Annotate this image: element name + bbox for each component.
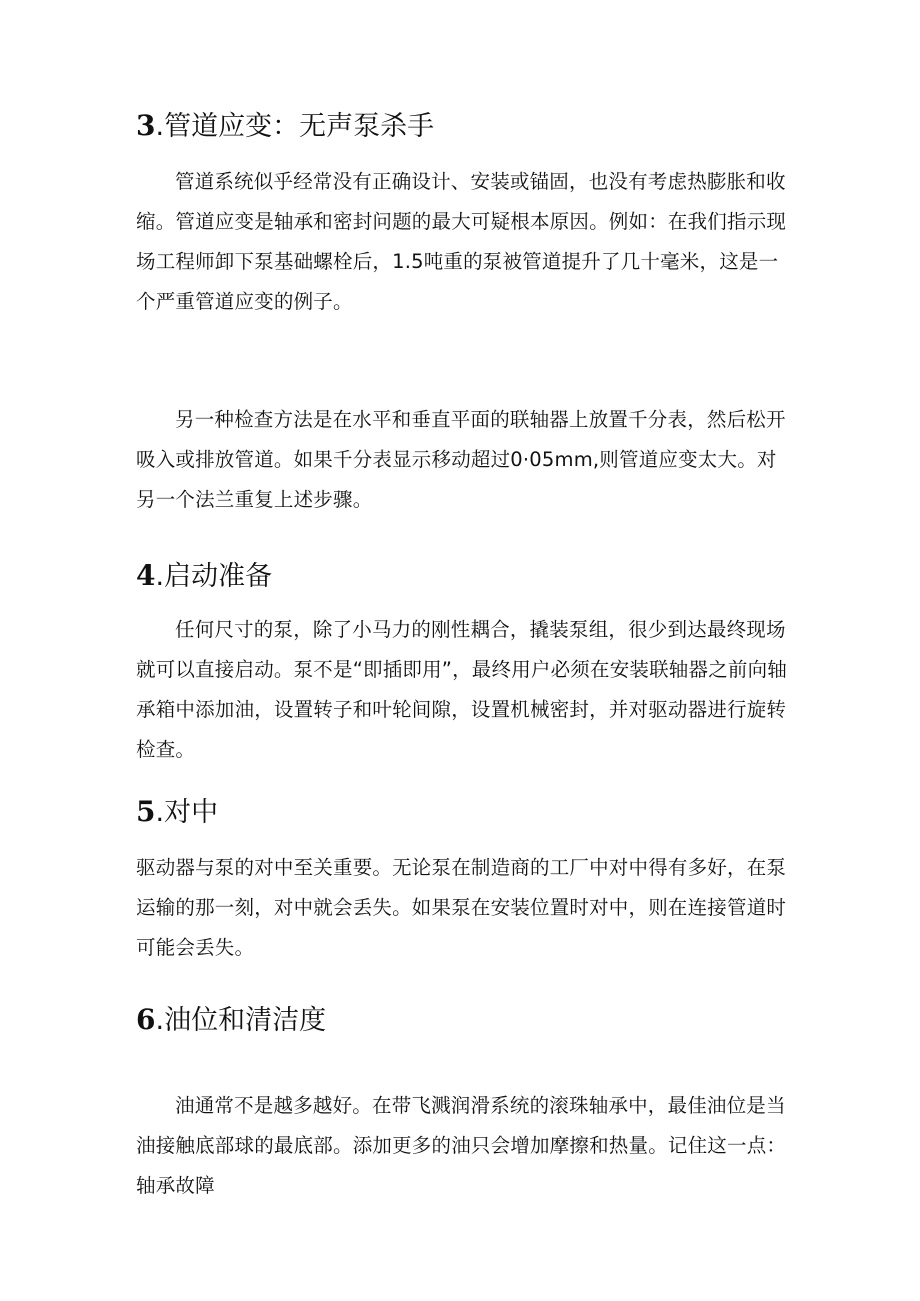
section-number: 6 (136, 1003, 156, 1036)
section-heading-4 (136, 556, 272, 597)
paragraph: 另一种检查方法是在水平和垂直平面的联轴器上放置千分表，然后松开吸入或排放管道。如果千分表显示移动超过0·05mm,则管道应变太大。对另一个法兰重复上述步骤。 (136, 408, 786, 511)
paragraph: 任何尺寸的泵，除了小马力的刚性耦合，撬装泵组，很少到达最终现场就可以直接启动。泵不是“即插即用”，最终用户必须在安装联轴器之前向轴承箱中添加油，设置转子和叶轮间隙，设置机械密封，并对驱动器进行旋转检查。 (136, 618, 788, 761)
section-title: .对中 (155, 797, 219, 828)
section-title: .启动准备 (155, 561, 273, 592)
section-heading-5 (136, 792, 218, 833)
section-title: .油位和清洁度 (155, 1005, 327, 1036)
section-heading-6 (136, 1000, 326, 1041)
paragraph: 油通常不是越多越好。在带飞溅润滑系统的滚珠轴承中，最佳油位是当油接触底部球的最底部。添加更多的油只会增加摩擦和热量。记住这一点：轴承故障 (136, 1094, 787, 1197)
section-number: 4 (136, 559, 156, 592)
section-number: 5 (136, 795, 156, 828)
section-title: .管道应变：无声泵杀手 (155, 111, 435, 142)
section-heading-3 (136, 106, 434, 147)
paragraph: 驱动器与泵的对中至关重要。无论泵在制造商的工厂中对中得有多好，在泵运输的那一刻，对中就会丢失。如果泵在安装位置时对中，则在连接管道时可能会丢失。 (136, 856, 787, 959)
section-number: 3 (136, 109, 156, 142)
paragraph: 管道系统似乎经常没有正确设计、安装或锚固，也没有考虑热膨胀和收缩。管道应变是轴承和密封问题的最大可疑根本原因。例如：在我们指示现场工程师卸下泵基础螺栓后，1.5吨重的泵被管道提升了几十毫米，这是一个严重管道应变的例子。 (136, 170, 787, 313)
